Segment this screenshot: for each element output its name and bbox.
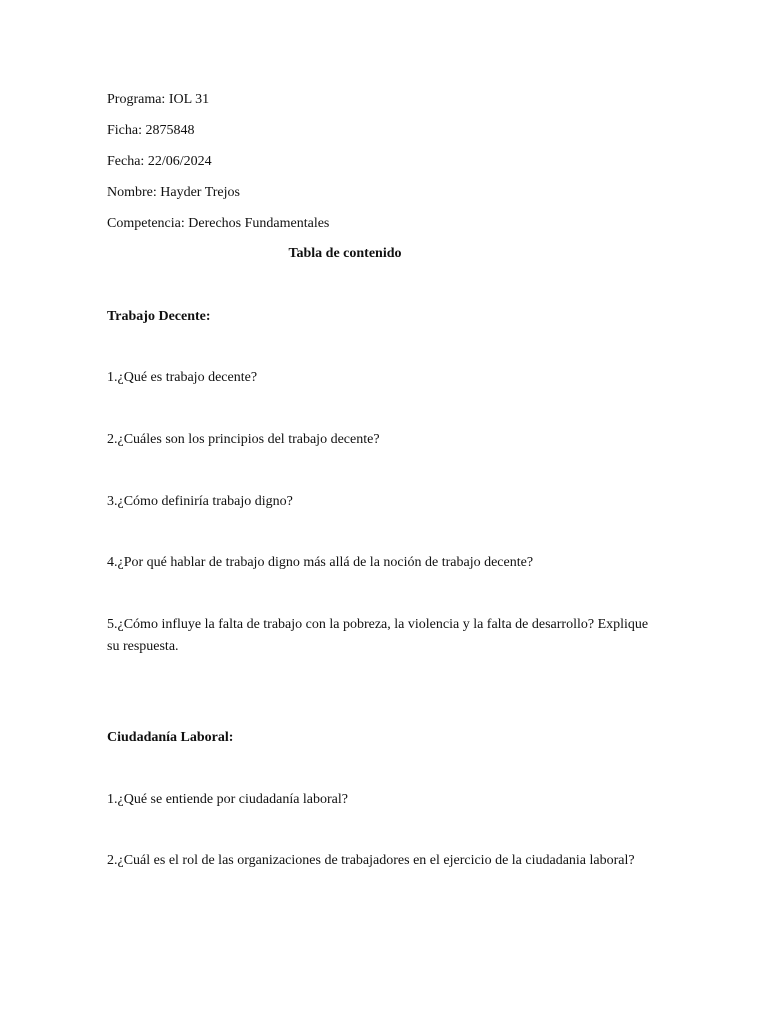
question-item: 3.¿Cómo definiría trabajo digno? xyxy=(107,494,293,509)
question-item: 2.¿Cuál es el rol de las organizaciones de trabajadores en el ejercicio de la ciudadania laboral? xyxy=(107,853,635,868)
question-item: 4.¿Por qué hablar de trabajo digno más allá de la noción de trabajo decente? xyxy=(107,555,534,570)
fecha-line: Fecha: 22/06/2024 xyxy=(107,154,212,169)
section-title-trabajo-decente: Trabajo Decente: xyxy=(107,309,211,324)
question-item: 2.¿Cuáles son los principios del trabajo decente? xyxy=(107,432,380,447)
ficha-line: Ficha: 2875848 xyxy=(107,123,195,138)
question-item: 1.¿Qué es trabajo decente? xyxy=(107,370,258,385)
competencia-line: Competencia: Derechos Fundamentales xyxy=(107,216,330,231)
question-item: 1.¿Qué se entiende por ciudadanía laboral? xyxy=(107,792,349,807)
toc-title: Tabla de contenido xyxy=(288,246,402,261)
programa-line: Programa: IOL 31 xyxy=(107,92,210,107)
nombre-line: Nombre: Hayder Trejos xyxy=(107,185,240,200)
section-title-ciudadania-laboral: Ciudadanía Laboral: xyxy=(107,730,234,745)
question-item: 5.¿Cómo influye la falta de trabajo con la pobreza, la violencia y la falta de desarrollo? Explique su respuesta. xyxy=(107,617,649,654)
